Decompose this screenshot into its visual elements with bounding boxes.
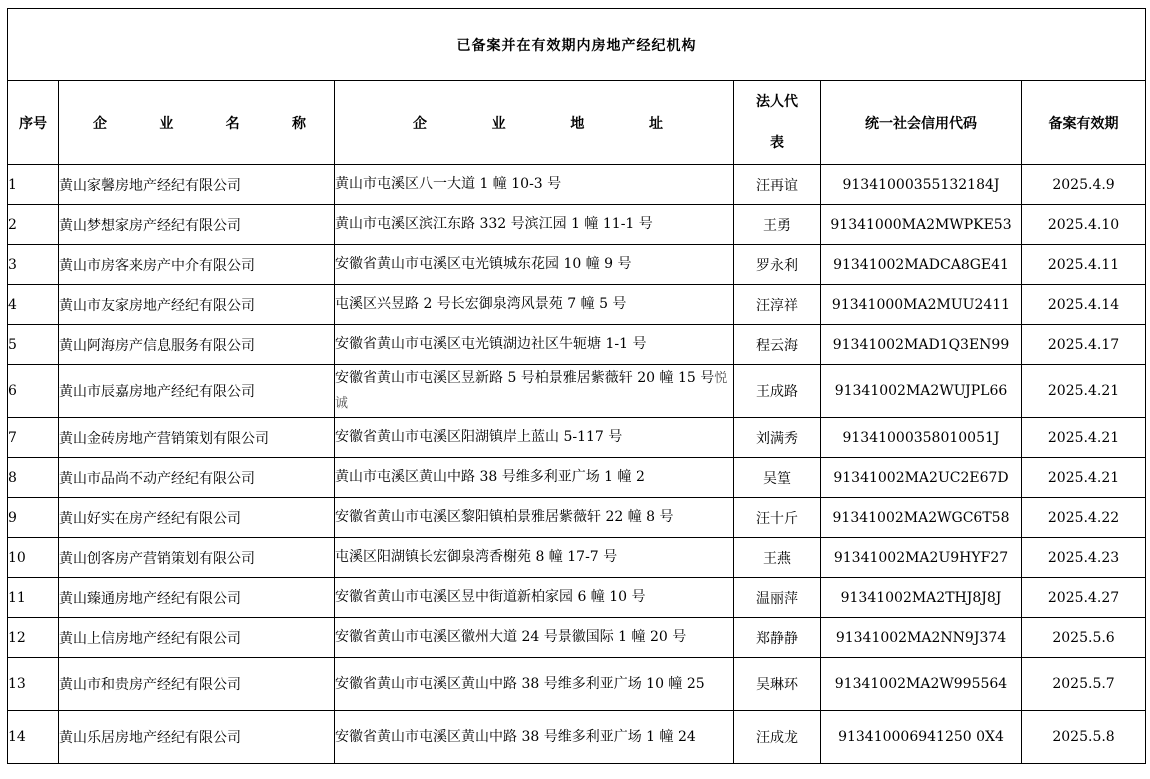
legal-representative-text: 王勇 bbox=[763, 217, 791, 234]
credit-code-text: 91341002MA2UC2E67D bbox=[833, 469, 1009, 486]
valid-period bbox=[1022, 205, 1146, 245]
legal-representative bbox=[734, 658, 821, 711]
row-number-text: 2 bbox=[8, 216, 17, 233]
company-address-text: 安徽省黄山市屯溪区黄山中路 38 号维多利亚广场 1 幢 24 bbox=[335, 728, 696, 745]
table-row bbox=[8, 365, 1146, 418]
header-address-char: 址 bbox=[648, 115, 663, 132]
credit-code bbox=[821, 578, 1022, 618]
valid-period-text: 2025.5.8 bbox=[1052, 729, 1115, 745]
header-no: 序号 bbox=[8, 81, 59, 165]
legal-representative-text: 汪成龙 bbox=[756, 730, 798, 746]
company-name bbox=[59, 325, 335, 365]
company-name bbox=[59, 618, 335, 658]
company-name-text: 黄山梦想家房产经纪有限公司 bbox=[59, 217, 241, 234]
legal-representative-text: 吴琳环 bbox=[756, 677, 798, 693]
table-row bbox=[8, 245, 1146, 285]
valid-period-text: 2025.4.14 bbox=[1047, 296, 1120, 313]
company-name bbox=[59, 538, 335, 578]
header-row bbox=[8, 81, 1146, 165]
company-address bbox=[335, 658, 734, 711]
legal-representative-text: 汪淳祥 bbox=[756, 297, 798, 314]
credit-code-text: 91341002MA2U9HYF27 bbox=[833, 549, 1009, 566]
valid-period bbox=[1022, 538, 1146, 578]
credit-code bbox=[821, 618, 1022, 658]
address-note: 悦诚 bbox=[335, 371, 728, 411]
valid-period bbox=[1022, 618, 1146, 658]
legal-representative-text: 郑静静 bbox=[756, 630, 798, 647]
header-name-char: 企 bbox=[93, 115, 107, 132]
company-address-text: 安徽省黄山市屯溪区昱中街道新柏家园 6 幢 10 号 bbox=[335, 589, 646, 605]
table-row bbox=[8, 711, 1146, 764]
company-address bbox=[335, 245, 734, 285]
legal-representative bbox=[734, 498, 821, 538]
legal-representative bbox=[734, 165, 821, 205]
table-row bbox=[8, 325, 1146, 365]
valid-period bbox=[1022, 365, 1146, 418]
valid-period-text: 2025.4.23 bbox=[1047, 549, 1120, 566]
company-name-text: 黄山市品尚不动产经纪有限公司 bbox=[59, 470, 255, 487]
legal-representative-text: 罗永利 bbox=[756, 257, 798, 274]
valid-period-text: 2025.4.22 bbox=[1047, 509, 1120, 526]
valid-period bbox=[1022, 578, 1146, 618]
credit-code bbox=[821, 538, 1022, 578]
company-address bbox=[335, 365, 734, 418]
row-number bbox=[8, 365, 59, 418]
company-address bbox=[335, 325, 734, 365]
table-row bbox=[8, 458, 1146, 498]
valid-period-text: 2025.5.7 bbox=[1052, 676, 1115, 692]
company-address-text: 屯溪区阳湖镇长宏御泉湾香榭苑 8 幢 17-7 号 bbox=[335, 549, 618, 565]
row-number-text: 4 bbox=[8, 296, 17, 313]
company-name-text: 黄山阿海房产信息服务有限公司 bbox=[59, 337, 255, 354]
company-address-text: 黄山市屯溪区滨江东路 332 号滨江园 1 幢 11-1 号 bbox=[335, 216, 653, 232]
company-address bbox=[335, 498, 734, 538]
table-row bbox=[8, 618, 1146, 658]
legal-representative-text: 程云海 bbox=[756, 337, 798, 354]
table-body bbox=[8, 165, 1146, 764]
company-name-text: 黄山上信房地产经纪有限公司 bbox=[59, 630, 241, 647]
header-address-char: 企 bbox=[413, 115, 427, 132]
company-name bbox=[59, 285, 335, 325]
company-address-text: 安徽省黄山市屯溪区黎阳镇柏景雅居紫薇轩 22 幢 8 号 bbox=[335, 509, 674, 525]
credit-code-text: 91341000MA2MUU2411 bbox=[831, 296, 1011, 313]
company-name-text: 黄山金砖房地产营销策划有限公司 bbox=[59, 430, 269, 447]
legal-representative bbox=[734, 618, 821, 658]
credit-code bbox=[821, 418, 1022, 458]
row-number-text: 1 bbox=[8, 176, 17, 193]
legal-representative-text: 王成路 bbox=[756, 384, 798, 400]
row-number bbox=[8, 325, 59, 365]
header-name-char: 名 bbox=[225, 115, 240, 132]
company-name bbox=[59, 578, 335, 618]
company-address bbox=[335, 285, 734, 325]
row-number bbox=[8, 658, 59, 711]
header-address-char: 业 bbox=[491, 115, 506, 132]
legal-representative bbox=[734, 325, 821, 365]
row-number bbox=[8, 165, 59, 205]
legal-representative-text: 温丽萍 bbox=[756, 590, 798, 607]
credit-code-text: 913410006941250 0X4 bbox=[838, 729, 1004, 745]
valid-period-text: 2025.4.27 bbox=[1047, 589, 1120, 606]
valid-period bbox=[1022, 458, 1146, 498]
credit-code bbox=[821, 325, 1022, 365]
credit-code-text: 91341002MA2WUJPL66 bbox=[834, 383, 1008, 399]
agency-registry-table bbox=[7, 8, 1146, 764]
credit-code-text: 91341002MA2THJ8J8J bbox=[840, 589, 1002, 606]
valid-period-text: 2025.4.11 bbox=[1047, 256, 1120, 273]
company-address bbox=[335, 418, 734, 458]
company-address bbox=[335, 711, 734, 764]
company-name-text: 黄山市友家房地产经纪有限公司 bbox=[59, 297, 255, 314]
credit-code bbox=[821, 658, 1022, 711]
row-number bbox=[8, 458, 59, 498]
company-name bbox=[59, 658, 335, 711]
legal-representative-text: 汪再谊 bbox=[756, 177, 798, 194]
credit-code-text: 91341000358010051J bbox=[842, 429, 1000, 446]
header-address-char: 地 bbox=[570, 115, 585, 132]
company-address-text: 安徽省黄山市屯溪区昱新路 5 号柏景雅居紫薇轩 20 幢 15 号 bbox=[335, 370, 715, 386]
page-title: 已备案并在有效期内房地产经纪机构 bbox=[8, 9, 1146, 81]
legal-representative-text: 吴篁 bbox=[763, 470, 791, 487]
row-number bbox=[8, 285, 59, 325]
credit-code bbox=[821, 498, 1022, 538]
company-address bbox=[335, 165, 734, 205]
company-name-text: 黄山乐居房地产经纪有限公司 bbox=[59, 730, 241, 746]
company-name-text: 黄山好实在房产经纪有限公司 bbox=[59, 510, 241, 527]
credit-code-text: 91341002MA2WGC6T58 bbox=[832, 509, 1010, 526]
legal-representative bbox=[734, 711, 821, 764]
credit-code-text: 91341000355132184J bbox=[842, 176, 1000, 193]
company-address-text: 安徽省黄山市屯溪区阳湖镇岸上蓝山 5-117 号 bbox=[335, 429, 623, 445]
header-company-address bbox=[335, 81, 734, 165]
header-name-char: 业 bbox=[159, 115, 174, 132]
company-name bbox=[59, 418, 335, 458]
company-address-text: 黄山市屯溪区黄山中路 38 号维多利亚广场 1 幢 2 bbox=[335, 469, 645, 485]
valid-period-text: 2025.4.17 bbox=[1047, 336, 1120, 353]
header-name-char: 称 bbox=[291, 115, 306, 132]
credit-code bbox=[821, 205, 1022, 245]
valid-period-text: 2025.4.21 bbox=[1047, 469, 1120, 486]
table-row bbox=[8, 205, 1146, 245]
row-number-text: 7 bbox=[8, 429, 17, 446]
row-number bbox=[8, 618, 59, 658]
row-number-text: 6 bbox=[8, 383, 17, 399]
credit-code bbox=[821, 365, 1022, 418]
credit-code bbox=[821, 245, 1022, 285]
row-number-text: 13 bbox=[8, 676, 26, 692]
row-number bbox=[8, 538, 59, 578]
legal-representative bbox=[734, 245, 821, 285]
credit-code-text: 91341002MA2NN9J374 bbox=[835, 629, 1007, 646]
credit-code-text: 91341002MAD1Q3EN99 bbox=[832, 336, 1010, 353]
table-row bbox=[8, 578, 1146, 618]
company-name-text: 黄山家馨房地产经纪有限公司 bbox=[59, 177, 241, 194]
valid-period bbox=[1022, 711, 1146, 764]
row-number bbox=[8, 418, 59, 458]
row-number bbox=[8, 498, 59, 538]
company-name-text: 黄山市和贵房产经纪有限公司 bbox=[59, 677, 241, 693]
company-address-text: 黄山市屯溪区八一大道 1 幢 10-3 号 bbox=[335, 176, 562, 192]
table-row bbox=[8, 538, 1146, 578]
company-name-text: 黄山市房客来房产中介有限公司 bbox=[59, 257, 255, 274]
table-row bbox=[8, 165, 1146, 205]
table-row bbox=[8, 418, 1146, 458]
row-number-text: 12 bbox=[8, 629, 26, 646]
row-number-text: 8 bbox=[8, 469, 17, 486]
header-company-name bbox=[59, 81, 335, 165]
valid-period bbox=[1022, 285, 1146, 325]
row-number-text: 10 bbox=[8, 549, 26, 566]
valid-period bbox=[1022, 658, 1146, 711]
table-row bbox=[8, 658, 1146, 711]
company-address-text: 安徽省黄山市屯溪区屯光镇城东花园 10 幢 9 号 bbox=[335, 256, 632, 272]
company-address bbox=[335, 538, 734, 578]
valid-period-text: 2025.5.6 bbox=[1052, 629, 1115, 646]
header-credit-code: 统一社会信用代码 bbox=[821, 81, 1022, 165]
valid-period bbox=[1022, 165, 1146, 205]
row-number-text: 5 bbox=[8, 336, 17, 353]
row-number bbox=[8, 245, 59, 285]
table-row bbox=[8, 498, 1146, 538]
company-name bbox=[59, 498, 335, 538]
legal-representative bbox=[734, 205, 821, 245]
header-valid-period: 备案有效期 bbox=[1022, 81, 1146, 165]
legal-representative-text: 刘满秀 bbox=[756, 430, 798, 447]
company-name-text: 黄山臻通房地产经纪有限公司 bbox=[59, 590, 241, 607]
valid-period-text: 2025.4.10 bbox=[1047, 216, 1120, 233]
legal-representative bbox=[734, 418, 821, 458]
company-name bbox=[59, 711, 335, 764]
row-number-text: 11 bbox=[8, 589, 26, 606]
valid-period bbox=[1022, 418, 1146, 458]
company-address-text: 安徽省黄山市屯溪区徽州大道 24 号景徽国际 1 幢 20 号 bbox=[335, 629, 687, 645]
row-number bbox=[8, 205, 59, 245]
company-address-text: 安徽省黄山市屯溪区屯光镇湖边社区牛轭塘 1-1 号 bbox=[335, 336, 647, 352]
credit-code bbox=[821, 458, 1022, 498]
legal-representative bbox=[734, 285, 821, 325]
company-name bbox=[59, 205, 335, 245]
row-number bbox=[8, 711, 59, 764]
company-name-text: 黄山市辰嘉房地产经纪有限公司 bbox=[59, 384, 255, 400]
row-number-text: 3 bbox=[8, 256, 17, 273]
row-number-text: 9 bbox=[8, 509, 17, 526]
legal-representative-text: 汪十斤 bbox=[756, 510, 798, 527]
valid-period-text: 2025.4.21 bbox=[1047, 429, 1120, 446]
legal-representative-text: 王燕 bbox=[763, 550, 791, 567]
company-address bbox=[335, 205, 734, 245]
credit-code bbox=[821, 711, 1022, 764]
company-address bbox=[335, 458, 734, 498]
company-address bbox=[335, 618, 734, 658]
company-name bbox=[59, 458, 335, 498]
header-legal-rep-line1: 法人代 bbox=[756, 93, 798, 110]
credit-code bbox=[821, 285, 1022, 325]
table-row bbox=[8, 285, 1146, 325]
header-legal-rep-line2: 表 bbox=[770, 134, 784, 151]
company-name bbox=[59, 165, 335, 205]
company-name bbox=[59, 365, 335, 418]
credit-code-text: 91341000MA2MWPKE53 bbox=[830, 216, 1012, 233]
valid-period bbox=[1022, 325, 1146, 365]
valid-period bbox=[1022, 498, 1146, 538]
company-address bbox=[335, 578, 734, 618]
company-name-text: 黄山创客房产营销策划有限公司 bbox=[59, 550, 255, 567]
legal-representative bbox=[734, 458, 821, 498]
valid-period-text: 2025.4.9 bbox=[1052, 176, 1115, 193]
credit-code-text: 91341002MADCA8GE41 bbox=[833, 256, 1009, 273]
row-number bbox=[8, 578, 59, 618]
credit-code-text: 91341002MA2W995564 bbox=[834, 676, 1008, 692]
company-address-text: 安徽省黄山市屯溪区黄山中路 38 号维多利亚广场 10 幢 25 bbox=[335, 675, 705, 692]
credit-code bbox=[821, 165, 1022, 205]
row-number-text: 14 bbox=[8, 729, 26, 745]
legal-representative bbox=[734, 365, 821, 418]
company-name bbox=[59, 245, 335, 285]
company-address-text: 屯溪区兴昱路 2 号长宏御泉湾风景苑 7 幢 5 号 bbox=[335, 296, 627, 312]
legal-representative bbox=[734, 538, 821, 578]
valid-period bbox=[1022, 245, 1146, 285]
legal-representative bbox=[734, 578, 821, 618]
valid-period-text: 2025.4.21 bbox=[1047, 383, 1120, 399]
header-legal-rep bbox=[734, 81, 821, 165]
